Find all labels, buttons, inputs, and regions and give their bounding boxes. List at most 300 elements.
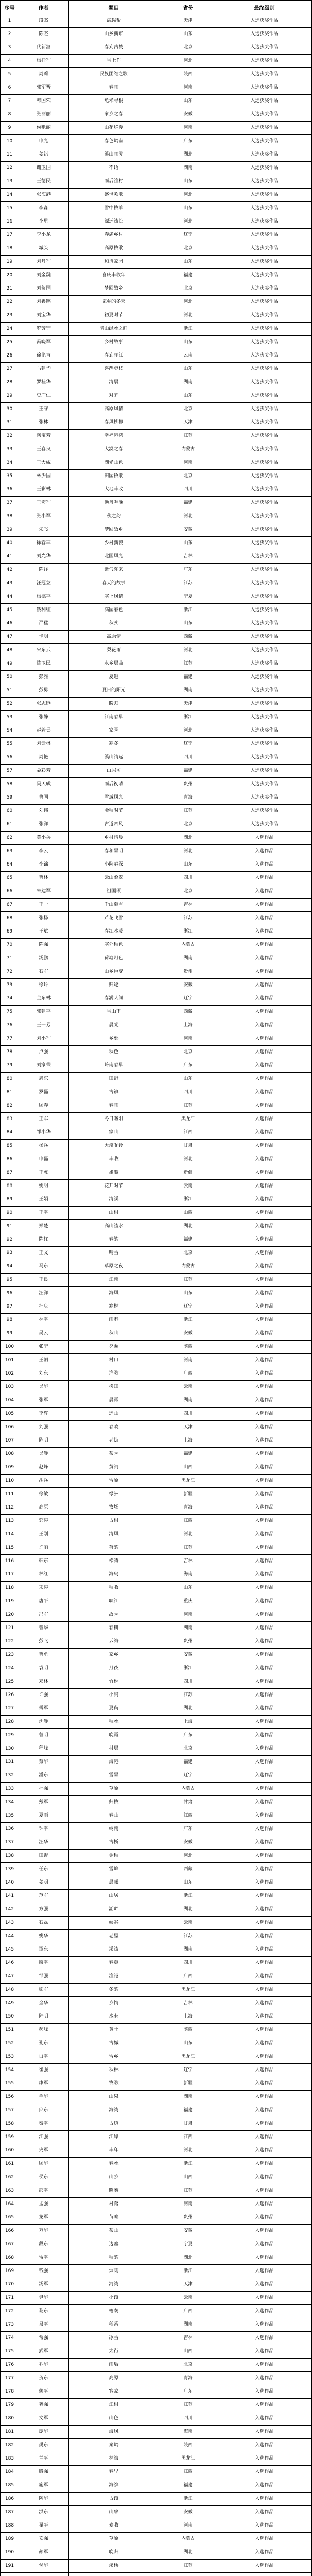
cell-province: 北京 bbox=[159, 470, 217, 483]
cell-title: 雄鹰 bbox=[69, 1166, 159, 1180]
cell-author: 王春良 bbox=[19, 443, 69, 456]
cell-title: 幸福港湾 bbox=[69, 430, 159, 443]
cell-province: 湖南 bbox=[159, 684, 217, 698]
cell-province: 河北 bbox=[159, 215, 217, 229]
cell-number: 135 bbox=[1, 1809, 19, 1823]
cell-province: 青海 bbox=[159, 2372, 217, 2385]
cell-province: 山东 bbox=[159, 2037, 217, 2050]
cell-province: 福建 bbox=[159, 765, 217, 778]
cell-province: 江苏 bbox=[159, 577, 217, 590]
cell-province: 甘肃 bbox=[159, 2117, 217, 2131]
table-row bbox=[1, 805, 312, 818]
cell-number: 111 bbox=[1, 1488, 19, 1501]
cell-province: 广东 bbox=[159, 2385, 217, 2399]
cell-number: 109 bbox=[1, 1461, 19, 1475]
cell-level: 入选作品 bbox=[217, 1019, 312, 1032]
cell-province: 海南 bbox=[159, 1568, 217, 1582]
cell-title: 海湾 bbox=[69, 2104, 159, 2117]
cell-author: 马建华 bbox=[19, 363, 69, 376]
table-row bbox=[1, 229, 312, 242]
cell-number: 127 bbox=[1, 1702, 19, 1716]
cell-author bbox=[19, 2573, 69, 2576]
cell-level: 入选作品 bbox=[217, 1461, 312, 1475]
cell-level: 入选作品 bbox=[217, 872, 312, 885]
header-row bbox=[1, 1, 312, 14]
table-row bbox=[1, 41, 312, 55]
cell-author: 许丽 bbox=[19, 1541, 69, 1555]
cell-number: 176 bbox=[1, 2359, 19, 2372]
table-row bbox=[1, 965, 312, 979]
cell-level: 入选作品 bbox=[217, 2479, 312, 2493]
cell-title: 山居 bbox=[69, 1890, 159, 1903]
cell-author: 万华 bbox=[19, 2225, 69, 2238]
cell-province: 北京 bbox=[159, 403, 217, 416]
cell-number: 65 bbox=[1, 872, 19, 885]
cell-number: 139 bbox=[1, 1863, 19, 1876]
cell-province: 西藏 bbox=[159, 1863, 217, 1876]
cell-level: 入选作品 bbox=[217, 912, 312, 925]
cell-number: 3 bbox=[1, 41, 19, 55]
cell-level: 入选作品 bbox=[217, 1876, 312, 1890]
cell-title: 晚霞 bbox=[69, 1729, 159, 1742]
cell-author: 雷平 bbox=[19, 2251, 69, 2265]
table-row bbox=[1, 2345, 312, 2359]
table-row bbox=[1, 2452, 312, 2466]
cell-title: 渔歌 bbox=[69, 1367, 159, 1381]
cell-title: 喜庆丰收年 bbox=[69, 269, 159, 282]
cell-number: 137 bbox=[1, 1836, 19, 1850]
cell-title: 草原之夜 bbox=[69, 1260, 159, 1274]
cell-author: 秦平 bbox=[19, 2117, 69, 2131]
table-row bbox=[1, 2493, 312, 2506]
cell-author: 吴华 bbox=[19, 1381, 69, 1394]
cell-level: 入选获奖作品 bbox=[217, 135, 312, 148]
cell-title: 塞外秋色 bbox=[69, 939, 159, 952]
cell-title: 村口 bbox=[69, 1354, 159, 1367]
cell-author: 洪东 bbox=[19, 2506, 69, 2519]
table-row bbox=[1, 2037, 312, 2050]
table-row bbox=[1, 1086, 312, 1099]
cell-level: 入选作品 bbox=[217, 2546, 312, 2560]
cell-author: 龙军 bbox=[19, 2211, 69, 2225]
cell-title: 春韵 bbox=[69, 1233, 159, 1247]
cell-title: 云山叠翠 bbox=[69, 872, 159, 885]
table-row bbox=[1, 1796, 312, 1809]
table-row bbox=[1, 323, 312, 336]
cell-level: 入选获奖作品 bbox=[217, 242, 312, 256]
cell-author: 乔华 bbox=[19, 2359, 69, 2372]
cell-author: 城头 bbox=[19, 242, 69, 256]
table-row bbox=[1, 1032, 312, 1046]
cell-author: 顾华 bbox=[19, 2158, 69, 2171]
table-row bbox=[1, 644, 312, 657]
cell-author: 陈杰 bbox=[19, 28, 69, 41]
cell-author: 姚华 bbox=[19, 1930, 69, 1943]
cell-number: 37 bbox=[1, 497, 19, 510]
cell-province: 山西 bbox=[159, 2345, 217, 2359]
cell-title: 边塞 bbox=[69, 2238, 159, 2251]
cell-number: 81 bbox=[1, 1086, 19, 1099]
table-row bbox=[1, 778, 312, 791]
cell-number: 70 bbox=[1, 939, 19, 952]
cell-author: 卡明 bbox=[19, 631, 69, 644]
cell-title: 竹林 bbox=[69, 1675, 159, 1689]
cell-level: 入选作品 bbox=[217, 2024, 312, 2037]
cell-province: 福建 bbox=[159, 2479, 217, 2493]
cell-author: 刘丹军 bbox=[19, 256, 69, 269]
cell-province: 福建 bbox=[159, 2104, 217, 2117]
cell-author: 杨桂军 bbox=[19, 55, 69, 68]
cell-number: 114 bbox=[1, 1528, 19, 1541]
cell-author: 陆明 bbox=[19, 2010, 69, 2024]
cell-number: 67 bbox=[1, 899, 19, 912]
cell-number: 166 bbox=[1, 2225, 19, 2238]
cell-level: 入选获奖作品 bbox=[217, 644, 312, 657]
cell-province: 安徽 bbox=[159, 1649, 217, 1662]
cell-title: 榕荫 bbox=[69, 2305, 159, 2318]
table-row bbox=[1, 590, 312, 604]
table-row bbox=[1, 1997, 312, 2010]
table-row bbox=[1, 1166, 312, 1180]
cell-number: 98 bbox=[1, 1314, 19, 1327]
cell-level: 入选作品 bbox=[217, 2278, 312, 2292]
cell-author: 王大成 bbox=[19, 456, 69, 470]
cell-title: 峡江 bbox=[69, 1595, 159, 1608]
cell-level: 入选作品 bbox=[217, 2332, 312, 2345]
table-row bbox=[1, 1622, 312, 1635]
cell-number: 49 bbox=[1, 657, 19, 671]
cell-level: 入选作品 bbox=[217, 2533, 312, 2546]
cell-author: 朱飞 bbox=[19, 523, 69, 537]
cell-province: 四川 bbox=[159, 1957, 217, 1970]
cell-title: 古桥 bbox=[69, 1836, 159, 1850]
cell-author: 廖平 bbox=[19, 1957, 69, 1970]
cell-level: 入选作品 bbox=[217, 1622, 312, 1635]
cell-number: 167 bbox=[1, 2238, 19, 2251]
cell-number: 121 bbox=[1, 1622, 19, 1635]
table-row bbox=[1, 269, 312, 282]
cell-number: 152 bbox=[1, 2037, 19, 2050]
cell-title: 乡村新貌 bbox=[69, 537, 159, 550]
table-row bbox=[1, 1300, 312, 1314]
cell-level: 入选作品 bbox=[217, 952, 312, 965]
cell-province: 山东 bbox=[159, 256, 217, 269]
cell-level: 入选获奖作品 bbox=[217, 497, 312, 510]
table-row bbox=[1, 2412, 312, 2426]
cell-author: 吴天成 bbox=[19, 778, 69, 791]
cell-number: 104 bbox=[1, 1394, 19, 1408]
cell-author: 白平 bbox=[19, 2050, 69, 2064]
cell-level: 入选获奖作品 bbox=[217, 818, 312, 832]
table-row bbox=[1, 2519, 312, 2533]
cell-province: 四川 bbox=[159, 872, 217, 885]
table-row bbox=[1, 1434, 312, 1448]
cell-number: 60 bbox=[1, 805, 19, 818]
cell-level: 入选获奖作品 bbox=[217, 590, 312, 604]
table-row bbox=[1, 2077, 312, 2091]
cell-province: 吉林 bbox=[159, 550, 217, 564]
cell-title: 山村 bbox=[69, 1207, 159, 1220]
cell-level: 入选作品 bbox=[217, 1890, 312, 1903]
cell-level: 入选获奖作品 bbox=[217, 657, 312, 671]
cell-number: 76 bbox=[1, 1019, 19, 1032]
cell-title: 雪峰 bbox=[69, 1863, 159, 1876]
table-row bbox=[1, 738, 312, 751]
table-row bbox=[1, 175, 312, 189]
cell-province: 上海 bbox=[159, 2010, 217, 2024]
cell-province: 云南 bbox=[159, 1180, 217, 1193]
cell-author: 杨德平 bbox=[19, 590, 69, 604]
table-row bbox=[1, 2318, 312, 2332]
table-row bbox=[1, 724, 312, 738]
table-row bbox=[1, 1970, 312, 1984]
cell-author: 林少国 bbox=[19, 470, 69, 483]
cell-province: 广东 bbox=[159, 1059, 217, 1073]
table-row bbox=[1, 2184, 312, 2198]
cell-number: 62 bbox=[1, 832, 19, 845]
cell-author: 郭涛 bbox=[19, 1515, 69, 1528]
cell-province: 湖南 bbox=[159, 1394, 217, 1408]
table-row bbox=[1, 1809, 312, 1823]
cell-province: 山东 bbox=[159, 336, 217, 349]
cell-province: 贵州 bbox=[159, 778, 217, 791]
cell-province: 山东 bbox=[159, 202, 217, 215]
cell-level: 入选作品 bbox=[217, 1327, 312, 1341]
cell-number: 178 bbox=[1, 2385, 19, 2399]
cell-author: 朱建军 bbox=[19, 885, 69, 899]
cell-author: 常强 bbox=[19, 2332, 69, 2345]
table-row bbox=[1, 108, 312, 122]
cell-author: 兰平 bbox=[19, 2452, 69, 2466]
cell-province: 陕西 bbox=[159, 2439, 217, 2452]
cell-title: 乡村清晨 bbox=[69, 832, 159, 845]
cell-number: 179 bbox=[1, 2399, 19, 2412]
table-row bbox=[1, 1582, 312, 1595]
cell-level: 入选获奖作品 bbox=[217, 309, 312, 323]
cell-level: 入选作品 bbox=[217, 1059, 312, 1073]
table-row bbox=[1, 832, 312, 845]
table-row bbox=[1, 1193, 312, 1207]
cell-level: 入选获奖作品 bbox=[217, 229, 312, 242]
cell-title: 江南春早 bbox=[69, 711, 159, 724]
cell-number: 174 bbox=[1, 2332, 19, 2345]
cell-province: 湖南 bbox=[159, 376, 217, 389]
cell-author: 段东 bbox=[19, 2238, 69, 2251]
cell-author: 刘金魏 bbox=[19, 269, 69, 282]
cell-author: 刘云林 bbox=[19, 738, 69, 751]
cell-title: 春满乡村 bbox=[69, 229, 159, 242]
cell-number: 43 bbox=[1, 577, 19, 590]
cell-province: 天津 bbox=[159, 416, 217, 430]
table-row bbox=[1, 2292, 312, 2305]
cell-number: 173 bbox=[1, 2318, 19, 2332]
cell-level: 入选获奖作品 bbox=[217, 671, 312, 684]
cell-title: 山泉 bbox=[69, 2506, 159, 2519]
cell-province: 内蒙古 bbox=[159, 1783, 217, 1796]
cell-author: 李小龙 bbox=[19, 229, 69, 242]
cell-province: 湖北 bbox=[159, 148, 217, 162]
cell-author: 程峰 bbox=[19, 1742, 69, 1756]
cell-province: 山东 bbox=[159, 28, 217, 41]
cell-number: 56 bbox=[1, 751, 19, 765]
cell-number: 69 bbox=[1, 925, 19, 939]
cell-level: 入选作品 bbox=[217, 2010, 312, 2024]
cell-author: 陈强 bbox=[19, 939, 69, 952]
table-row bbox=[1, 939, 312, 952]
cell-number: 17 bbox=[1, 229, 19, 242]
cell-province: 福建 bbox=[159, 1233, 217, 1247]
cell-province: 河北 bbox=[159, 845, 217, 858]
cell-province: 新疆 bbox=[159, 2077, 217, 2091]
cell-title: 林海 bbox=[69, 2452, 159, 2466]
cell-province: 河北 bbox=[159, 309, 217, 323]
cell-number: 143 bbox=[1, 1917, 19, 1930]
cell-title: 远山 bbox=[69, 1408, 159, 1421]
cell-province: 山西 bbox=[159, 1461, 217, 1475]
cell-level: 入选获奖作品 bbox=[217, 537, 312, 550]
cell-number: 175 bbox=[1, 2345, 19, 2359]
table-row bbox=[1, 256, 312, 269]
table-row bbox=[1, 2466, 312, 2479]
cell-number: 182 bbox=[1, 2439, 19, 2452]
cell-title: 喜鹊登枝 bbox=[69, 363, 159, 376]
cell-author: 韩国荣 bbox=[19, 95, 69, 108]
cell-author: 李云 bbox=[19, 845, 69, 858]
cell-title: 河湾 bbox=[69, 2278, 159, 2292]
table-row bbox=[1, 403, 312, 416]
cell-title: 春满人间 bbox=[69, 992, 159, 1006]
cell-author: 贺东 bbox=[19, 2372, 69, 2385]
cell-author: 庞华 bbox=[19, 2426, 69, 2439]
cell-title: 月夜 bbox=[69, 1662, 159, 1675]
cell-title: 晨曦 bbox=[69, 1876, 159, 1890]
cell-level: 入选作品 bbox=[217, 1823, 312, 1836]
cell-number: 112 bbox=[1, 1501, 19, 1515]
cell-province: 内蒙古 bbox=[159, 939, 217, 952]
table-row bbox=[1, 1006, 312, 1019]
table-row bbox=[1, 2546, 312, 2560]
cell-province: 陕西 bbox=[159, 2024, 217, 2037]
cell-level: 入选作品 bbox=[217, 1367, 312, 1381]
cell-number: 38 bbox=[1, 510, 19, 523]
cell-level: 入选作品 bbox=[217, 1086, 312, 1099]
cell-number: 10 bbox=[1, 135, 19, 148]
cell-level: 入选获奖作品 bbox=[217, 122, 312, 135]
cell-title: 渔港 bbox=[69, 1970, 159, 1984]
cell-author: 颜军 bbox=[19, 2546, 69, 2560]
cell-province: 江苏 bbox=[159, 912, 217, 925]
cell-author: 顾春 bbox=[19, 1099, 69, 1113]
cell-province: 安徽 bbox=[159, 108, 217, 122]
cell-province: 吉林 bbox=[159, 1997, 217, 2010]
cell-number: 115 bbox=[1, 1541, 19, 1555]
cell-province: 湖北 bbox=[159, 1702, 217, 1716]
cell-level: 入选作品 bbox=[217, 2493, 312, 2506]
cell-author: 徐艳青 bbox=[19, 349, 69, 363]
table-row bbox=[1, 430, 312, 443]
table-row bbox=[1, 1421, 312, 1434]
cell-level: 入选获奖作品 bbox=[217, 28, 312, 41]
table-row bbox=[1, 2506, 312, 2519]
cell-title: 清晨 bbox=[69, 376, 159, 389]
cell-province bbox=[159, 2573, 217, 2576]
cell-province: 浙江 bbox=[159, 1314, 217, 1327]
cell-author: 曹勇 bbox=[19, 1649, 69, 1662]
cell-number: 106 bbox=[1, 1421, 19, 1434]
cell-province: 江西 bbox=[159, 1809, 217, 1823]
cell-number: 51 bbox=[1, 684, 19, 698]
cell-title: 小河 bbox=[69, 1689, 159, 1702]
table-row bbox=[1, 684, 312, 698]
cell-number: 118 bbox=[1, 1582, 19, 1595]
cell-author: 周艳 bbox=[19, 751, 69, 765]
table-row bbox=[1, 1876, 312, 1890]
cell-level: 入选作品 bbox=[217, 1729, 312, 1742]
cell-author: 王宏军 bbox=[19, 497, 69, 510]
cell-level: 入选作品 bbox=[217, 2158, 312, 2171]
cell-title: 小镇 bbox=[69, 2292, 159, 2305]
table-row bbox=[1, 1863, 312, 1876]
cell-number: 155 bbox=[1, 2077, 19, 2091]
cell-author: 罗芳宁 bbox=[19, 323, 69, 336]
cell-number: 88 bbox=[1, 1180, 19, 1193]
cell-province: 河北 bbox=[159, 644, 217, 657]
cell-number: 128 bbox=[1, 1716, 19, 1729]
cell-province: 江苏 bbox=[159, 1689, 217, 1702]
cell-number: 73 bbox=[1, 979, 19, 992]
cell-province: 江苏 bbox=[159, 2184, 217, 2198]
cell-level: 入选获奖作品 bbox=[217, 711, 312, 724]
cell-province: 云南 bbox=[159, 349, 217, 363]
cell-title: 冬韵 bbox=[69, 1984, 159, 1997]
cell-province: 辽宁 bbox=[159, 1300, 217, 1314]
cell-title: 草原 bbox=[69, 1783, 159, 1796]
cell-province: 湖北 bbox=[159, 1903, 217, 1917]
cell-number: 46 bbox=[1, 617, 19, 631]
cell-number: 24 bbox=[1, 323, 19, 336]
cell-level: 入选作品 bbox=[217, 2064, 312, 2077]
cell-number: 146 bbox=[1, 1957, 19, 1970]
cell-level: 入选作品 bbox=[217, 1113, 312, 1126]
cell-number: 191 bbox=[1, 2560, 19, 2573]
table-row bbox=[1, 1595, 312, 1608]
cell-number: 55 bbox=[1, 738, 19, 751]
table-row bbox=[1, 523, 312, 537]
cell-province: 辽宁 bbox=[159, 992, 217, 1006]
cell-title: 雨巷 bbox=[69, 1314, 159, 1327]
cell-number: 103 bbox=[1, 1381, 19, 1394]
cell-title: 北国风光 bbox=[69, 550, 159, 564]
cell-author: 徐敏 bbox=[19, 1488, 69, 1501]
cell-author: 冯军 bbox=[19, 1608, 69, 1622]
cell-level bbox=[217, 2573, 312, 2576]
table-row bbox=[1, 2238, 312, 2251]
cell-title: 山泉 bbox=[69, 2091, 159, 2104]
cell-author: 李锦 bbox=[19, 858, 69, 872]
cell-author: 史广仁 bbox=[19, 389, 69, 403]
cell-author: 李辉 bbox=[19, 1408, 69, 1421]
table-row bbox=[1, 296, 312, 309]
cell-province: 河南 bbox=[159, 1354, 217, 1367]
cell-number: 52 bbox=[1, 698, 19, 711]
cell-title: 丰年 bbox=[69, 2144, 159, 2158]
cell-level: 入选获奖作品 bbox=[217, 791, 312, 805]
cell-level: 入选获奖作品 bbox=[217, 698, 312, 711]
cell-author: 林平 bbox=[19, 1314, 69, 1327]
cell-province: 浙江 bbox=[159, 711, 217, 724]
cell-author: 龚强 bbox=[19, 2399, 69, 2412]
cell-number: 164 bbox=[1, 2198, 19, 2211]
